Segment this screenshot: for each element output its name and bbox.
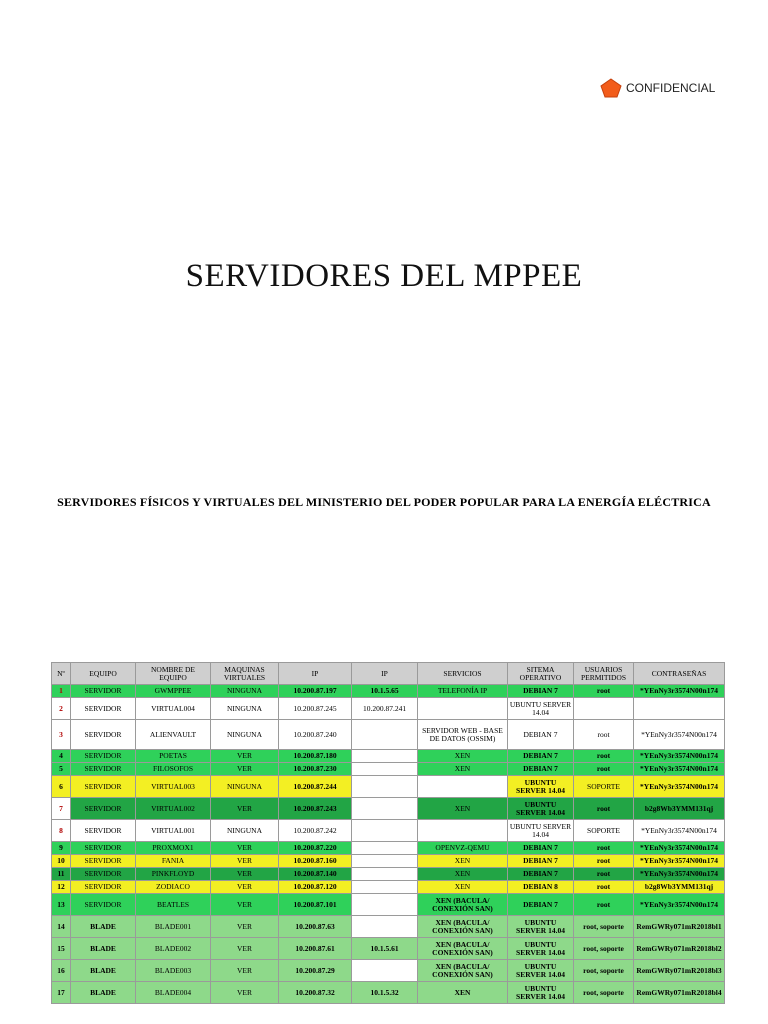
cell-so: UBUNTU SERVER 14.04 <box>508 798 574 820</box>
cell-nombre: BLADE004 <box>136 982 211 1004</box>
cell-ip1: 10.200.87.230 <box>279 763 352 776</box>
cell-usuarios: root, soporte <box>574 916 634 938</box>
cell-maquinas: VER <box>211 894 279 916</box>
cell-ip1: 10.200.87.32 <box>279 982 352 1004</box>
cell-password: RemGWRy071mR2018bl2 <box>634 938 725 960</box>
cell-servicios: XEN <box>418 763 508 776</box>
cell-maquinas: VER <box>211 938 279 960</box>
cell-maquinas: VER <box>211 916 279 938</box>
col-header: EQUIPO <box>71 663 136 685</box>
cell-equipo: SERVIDOR <box>71 842 136 855</box>
col-header: SITEMA OPERATIVO <box>508 663 574 685</box>
cell-maquinas: VER <box>211 881 279 894</box>
table-row <box>52 868 725 881</box>
table-row <box>52 763 725 776</box>
cell-number: 14 <box>52 916 71 938</box>
cell-ip1: 10.200.87.180 <box>279 750 352 763</box>
cell-equipo: SERVIDOR <box>71 881 136 894</box>
cell-equipo: SERVIDOR <box>71 720 136 750</box>
cell-nombre: POETAS <box>136 750 211 763</box>
cell-ip2 <box>352 720 418 750</box>
cell-number: 15 <box>52 938 71 960</box>
table-row <box>52 982 725 1004</box>
cell-equipo: BLADE <box>71 938 136 960</box>
cell-maquinas: VER <box>211 750 279 763</box>
cell-maquinas: VER <box>211 855 279 868</box>
cell-password: b2g8Wb3YMM131qj <box>634 881 725 894</box>
cell-usuarios: root <box>574 855 634 868</box>
cell-servicios <box>418 698 508 720</box>
cell-ip1: 10.200.87.244 <box>279 776 352 798</box>
cell-number: 9 <box>52 842 71 855</box>
cell-so: DEBIAN 7 <box>508 842 574 855</box>
cell-number: 7 <box>52 798 71 820</box>
cell-ip1: 10.200.87.243 <box>279 798 352 820</box>
cell-ip2 <box>352 798 418 820</box>
cell-equipo: SERVIDOR <box>71 855 136 868</box>
cell-so: UBUNTU SERVER 14.04 <box>508 698 574 720</box>
table-row <box>52 698 725 720</box>
cell-number: 10 <box>52 855 71 868</box>
cell-usuarios: root, soporte <box>574 982 634 1004</box>
cell-usuarios: root, soporte <box>574 960 634 982</box>
cell-maquinas: VER <box>211 798 279 820</box>
confidential-text: CONFIDENCIAL <box>626 81 716 95</box>
cell-ip2 <box>352 750 418 763</box>
page-title: SERVIDORES DEL MPPEE <box>185 258 583 294</box>
cell-nombre: VIRTUAL002 <box>136 798 211 820</box>
cell-nombre: FILOSOFOS <box>136 763 211 776</box>
cell-usuarios: root <box>574 894 634 916</box>
cell-equipo: BLADE <box>71 916 136 938</box>
cell-number: 3 <box>52 720 71 750</box>
cell-nombre: ZODIACO <box>136 881 211 894</box>
table-row <box>52 894 725 916</box>
cell-password: *YEnNy3r3574N00n174 <box>634 842 725 855</box>
table-row <box>52 720 725 750</box>
cell-so: DEBIAN 7 <box>508 855 574 868</box>
col-header: MAQUINAS VIRTUALES <box>211 663 279 685</box>
cell-so: UBUNTU SERVER 14.04 <box>508 776 574 798</box>
cell-maquinas: VER <box>211 868 279 881</box>
cell-ip1: 10.200.87.101 <box>279 894 352 916</box>
cell-servicios: XEN (BACULA/ CONEXIÓN SAN) <box>418 960 508 982</box>
cell-ip2 <box>352 868 418 881</box>
cell-servicios: XEN (BACULA/ CONEXIÓN SAN) <box>418 938 508 960</box>
cell-nombre: FANIA <box>136 855 211 868</box>
cell-password: RemGWRy071mR2018bl3 <box>634 960 725 982</box>
cell-number: 16 <box>52 960 71 982</box>
cell-nombre: BLADE001 <box>136 916 211 938</box>
cell-so: UBUNTU SERVER 14.04 <box>508 938 574 960</box>
cell-number: 4 <box>52 750 71 763</box>
cell-so: UBUNTU SERVER 14.04 <box>508 960 574 982</box>
cell-ip1: 10.200.87.242 <box>279 820 352 842</box>
cell-equipo: SERVIDOR <box>71 750 136 763</box>
cell-usuarios: root, soporte <box>574 938 634 960</box>
cell-equipo: SERVIDOR <box>71 763 136 776</box>
cell-ip1: 10.200.87.120 <box>279 881 352 894</box>
cell-equipo: SERVIDOR <box>71 685 136 698</box>
cell-ip2 <box>352 855 418 868</box>
cell-so: UBUNTU SERVER 14.04 <box>508 982 574 1004</box>
cell-password <box>634 698 725 720</box>
col-header: SERVICIOS <box>418 663 508 685</box>
cell-maquinas: VER <box>211 982 279 1004</box>
cell-so: DEBIAN 7 <box>508 894 574 916</box>
cell-usuarios: root <box>574 685 634 698</box>
cell-equipo: BLADE <box>71 982 136 1004</box>
cell-usuarios: SOPORTE <box>574 776 634 798</box>
cell-ip1: 10.200.87.63 <box>279 916 352 938</box>
cell-nombre: BLADE003 <box>136 960 211 982</box>
table-row <box>52 938 725 960</box>
cell-nombre: GWMPPEE <box>136 685 211 698</box>
cell-ip1: 10.200.87.245 <box>279 698 352 720</box>
cell-so: DEBIAN 7 <box>508 685 574 698</box>
cell-number: 17 <box>52 982 71 1004</box>
cell-number: 12 <box>52 881 71 894</box>
cell-ip1: 10.200.87.61 <box>279 938 352 960</box>
cell-password: RemGWRy071mR2018bl1 <box>634 916 725 938</box>
table-row <box>52 855 725 868</box>
cell-nombre: PINKFLOYD <box>136 868 211 881</box>
cell-ip2 <box>352 881 418 894</box>
cell-password: *YEnNy3r3574N00n174 <box>634 868 725 881</box>
cell-servicios: OPENVZ-QEMU <box>418 842 508 855</box>
cell-equipo: SERVIDOR <box>71 698 136 720</box>
cell-maquinas: VER <box>211 960 279 982</box>
cell-so: DEBIAN 7 <box>508 763 574 776</box>
cell-maquinas: NINGUNA <box>211 820 279 842</box>
cell-maquinas: NINGUNA <box>211 685 279 698</box>
cell-ip2: 10.1.5.65 <box>352 685 418 698</box>
cell-servicios: XEN <box>418 750 508 763</box>
cell-usuarios: root <box>574 868 634 881</box>
col-header: IP <box>352 663 418 685</box>
cell-usuarios: root <box>574 750 634 763</box>
table-row <box>52 960 725 982</box>
cell-usuarios: root <box>574 720 634 750</box>
cell-ip2 <box>352 916 418 938</box>
cell-usuarios: root <box>574 798 634 820</box>
cell-so: DEBIAN 7 <box>508 720 574 750</box>
cell-password: b2g8Wb3YMM131qj <box>634 798 725 820</box>
cell-password: *YEnNy3r3574N00n174 <box>634 750 725 763</box>
table-row <box>52 881 725 894</box>
cell-usuarios <box>574 698 634 720</box>
page-subtitle: SERVIDORES FÍSICOS Y VIRTUALES DEL MINISTERIO DEL PODER POPULAR PARA LA ENERGÍA ELÉCTRICA <box>57 495 711 509</box>
cell-ip1: 10.200.87.240 <box>279 720 352 750</box>
cell-servicios: XEN (BACULA/ CONEXIÓN SAN) <box>418 894 508 916</box>
cell-nombre: VIRTUAL001 <box>136 820 211 842</box>
cell-nombre: BEATLES <box>136 894 211 916</box>
cell-number: 6 <box>52 776 71 798</box>
cell-maquinas: VER <box>211 763 279 776</box>
table-row <box>52 776 725 798</box>
cell-servicios: XEN <box>418 982 508 1004</box>
cell-number: 1 <box>52 685 71 698</box>
cell-maquinas: VER <box>211 842 279 855</box>
table-row <box>52 750 725 763</box>
cell-maquinas: NINGUNA <box>211 776 279 798</box>
cell-ip2 <box>352 820 418 842</box>
cell-number: 8 <box>52 820 71 842</box>
cell-password: *YEnNy3r3574N00n174 <box>634 763 725 776</box>
cell-usuarios: root <box>574 763 634 776</box>
cell-servicios: XEN <box>418 798 508 820</box>
cell-servicios: SERVIDOR WEB - BASE DE DATOS (OSSIM) <box>418 720 508 750</box>
cell-number: 2 <box>52 698 71 720</box>
cell-ip1: 10.200.87.160 <box>279 855 352 868</box>
cell-equipo: BLADE <box>71 960 136 982</box>
cell-servicios: XEN (BACULA/ CONEXIÓN SAN) <box>418 916 508 938</box>
cell-equipo: SERVIDOR <box>71 798 136 820</box>
cell-ip1: 10.200.87.220 <box>279 842 352 855</box>
cell-equipo: SERVIDOR <box>71 894 136 916</box>
cell-password: *YEnNy3r3574N00n174 <box>634 685 725 698</box>
cell-so: UBUNTU SERVER 14.04 <box>508 820 574 842</box>
cell-servicios <box>418 820 508 842</box>
cell-ip1: 10.200.87.29 <box>279 960 352 982</box>
cell-ip2 <box>352 776 418 798</box>
servers-table <box>51 662 725 1004</box>
cell-maquinas: NINGUNA <box>211 720 279 750</box>
cell-so: DEBIAN 8 <box>508 881 574 894</box>
cell-password: *YEnNy3r3574N00n174 <box>634 855 725 868</box>
cell-ip2 <box>352 960 418 982</box>
cell-equipo: SERVIDOR <box>71 776 136 798</box>
cell-ip2: 10.200.87.241 <box>352 698 418 720</box>
cell-nombre: ALIENVAULT <box>136 720 211 750</box>
col-header: NOMBRE DE EQUIPO <box>136 663 211 685</box>
cell-so: DEBIAN 7 <box>508 750 574 763</box>
cell-equipo: SERVIDOR <box>71 868 136 881</box>
cell-equipo: SERVIDOR <box>71 820 136 842</box>
cell-ip1: 10.200.87.197 <box>279 685 352 698</box>
table-header <box>52 663 725 685</box>
cell-maquinas: NINGUNA <box>211 698 279 720</box>
table-row <box>52 916 725 938</box>
cell-usuarios: root <box>574 842 634 855</box>
col-header: USUARIOS PERMITIDOS <box>574 663 634 685</box>
cell-servicios <box>418 776 508 798</box>
col-header: Nº <box>52 663 71 685</box>
cell-so: UBUNTU SERVER 14.04 <box>508 916 574 938</box>
cell-servicios: XEN <box>418 855 508 868</box>
cell-ip2 <box>352 763 418 776</box>
cell-servicios: XEN <box>418 868 508 881</box>
table-row <box>52 842 725 855</box>
cell-so: DEBIAN 7 <box>508 868 574 881</box>
confidential-label <box>600 78 715 98</box>
cell-password: *YEnNy3r3574N00n174 <box>634 894 725 916</box>
cell-nombre: PROXMOX1 <box>136 842 211 855</box>
cell-password: *YEnNy3r3574N00n174 <box>634 720 725 750</box>
cell-nombre: VIRTUAL003 <box>136 776 211 798</box>
cell-ip2: 10.1.5.61 <box>352 938 418 960</box>
cell-usuarios: root <box>574 881 634 894</box>
table-row <box>52 798 725 820</box>
cell-usuarios: SOPORTE <box>574 820 634 842</box>
cell-password: RemGWRy071mR2018bl4 <box>634 982 725 1004</box>
col-header: IP <box>279 663 352 685</box>
cell-servicios: TELEFONÍA IP <box>418 685 508 698</box>
cell-password: *YEnNy3r3574N00n174 <box>634 776 725 798</box>
cell-ip1: 10.200.87.140 <box>279 868 352 881</box>
cell-number: 5 <box>52 763 71 776</box>
cell-ip2: 10.1.5.32 <box>352 982 418 1004</box>
pentagon-icon <box>600 78 622 98</box>
cell-password: *YEnNy3r3574N00n174 <box>634 820 725 842</box>
cell-number: 13 <box>52 894 71 916</box>
cell-number: 11 <box>52 868 71 881</box>
col-header: CONTRASEÑAS <box>634 663 725 685</box>
table-row <box>52 820 725 842</box>
table-row <box>52 685 725 698</box>
cell-ip2 <box>352 842 418 855</box>
cell-servicios: XEN <box>418 881 508 894</box>
cell-ip2 <box>352 894 418 916</box>
cell-nombre: BLADE002 <box>136 938 211 960</box>
cell-nombre: VIRTUAL004 <box>136 698 211 720</box>
